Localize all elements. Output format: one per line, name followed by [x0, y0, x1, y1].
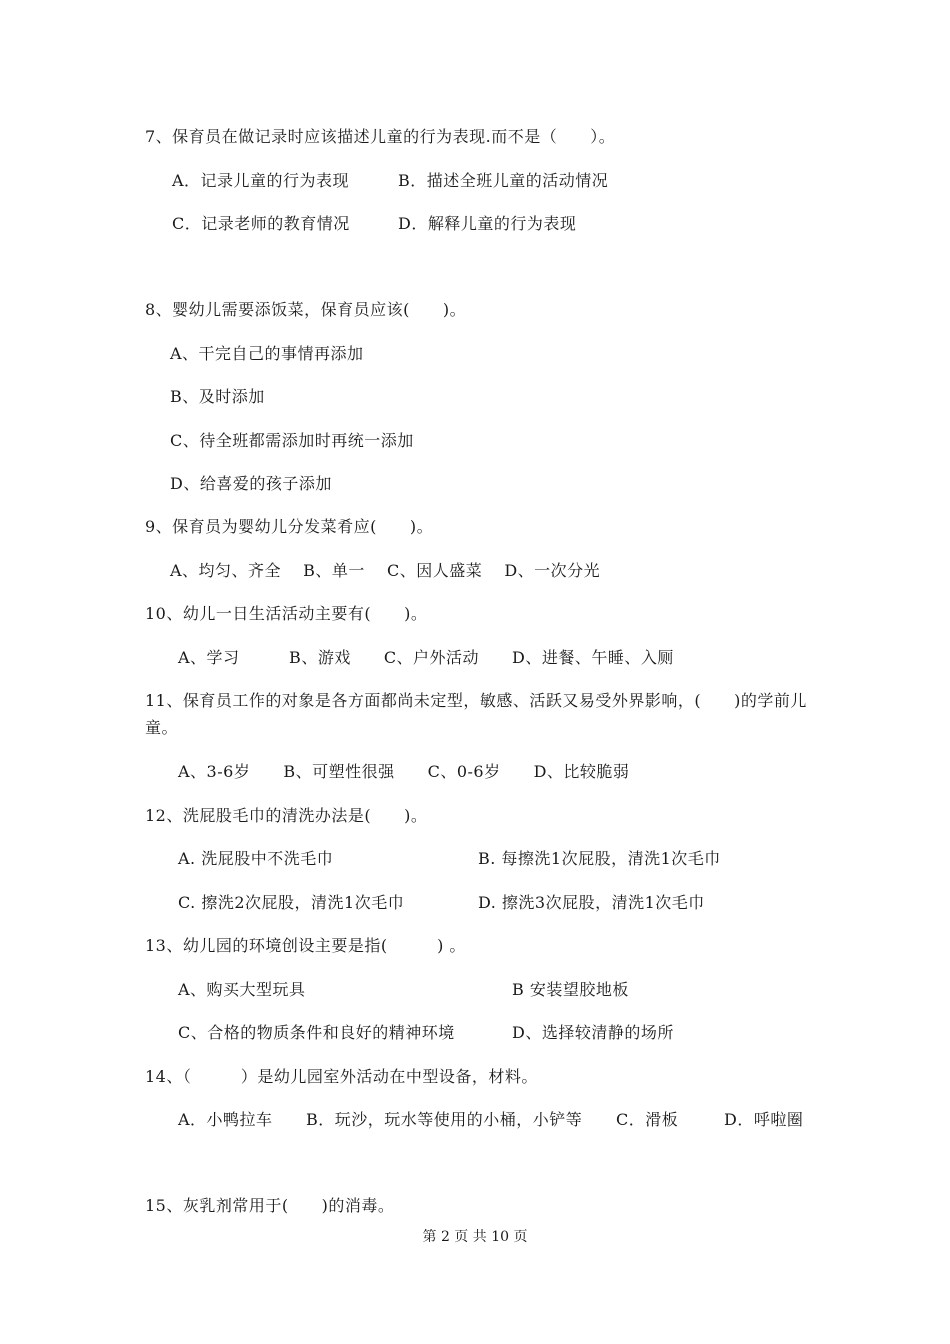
question-11-options: A、3-6岁 B、可塑性很强 C、0-6岁 D、比较脆弱	[178, 762, 630, 781]
question-14-stem: 14、（ ）是幼儿园室外活动在中型设备，材料。	[145, 1067, 538, 1086]
question-8-option-d: D、给喜爱的孩子添加	[170, 474, 332, 493]
question-14-option-a: A．小鸭拉车	[178, 1110, 273, 1129]
question-12-stem: 12、洗屁股毛巾的清洗办法是( )。	[145, 806, 428, 825]
question-10-stem: 10、幼儿一日生活活动主要有( )。	[145, 604, 428, 623]
question-7-stem: 7、保育员在做记录时应该描述儿童的行为表现.而不是（ ）。	[145, 127, 616, 146]
question-13-option-d: D、选择较清静的场所	[512, 1023, 674, 1042]
question-11-stem-line-1: 11、保育员工作的对象是各方面都尚未定型，敏感、活跃又易受外界影响，( )的学前儿	[145, 691, 807, 710]
question-15-stem: 15、灰乳剂常用于( )的消毒。	[145, 1196, 395, 1215]
question-14-option-b: B．玩沙，玩水等使用的小桶，小铲等	[306, 1110, 583, 1129]
question-8-stem: 8、婴幼儿需要添饭菜，保育员应该( )。	[145, 300, 467, 319]
question-11-stem-line-2: 童。	[145, 718, 179, 737]
question-8-option-b: B、及时添加	[170, 387, 265, 406]
question-7-option-a: A．记录儿童的行为表现	[172, 171, 350, 190]
question-12-option-d: D. 擦洗3次屁股，清洗1次毛巾	[478, 893, 705, 912]
question-7-option-b: B．描述全班儿童的活动情况	[398, 171, 609, 190]
question-14-option-d: D．呼啦圈	[724, 1110, 804, 1129]
question-12-option-c: C. 擦洗2次屁股，清洗1次毛巾	[178, 893, 405, 912]
question-8-option-c: C、待全班都需添加时再统一添加	[170, 431, 414, 450]
question-13-option-b: B 安装望胶地板	[512, 980, 629, 999]
question-7-option-c: C．记录老师的教育情况	[172, 214, 350, 233]
question-10-options: A、学习 B、游戏 C、户外活动 D、进餐、午睡、入厕	[178, 648, 674, 667]
question-7-option-d: D．解释儿童的行为表现	[398, 214, 577, 233]
question-12-option-b: B. 每擦洗1次屁股，清洗1次毛巾	[478, 849, 721, 868]
page-footer: 第 2 页 共 10 页	[422, 1229, 528, 1245]
question-13-option-a: A、购买大型玩具	[178, 980, 306, 999]
question-9-options: A、均匀、齐全 B、单一 C、因人盛菜 D、一次分光	[170, 561, 601, 580]
question-13-stem: 13、幼儿园的环境创设主要是指( ) 。	[145, 936, 466, 955]
question-12-option-a: A. 洗屁股中不洗毛巾	[178, 849, 334, 868]
question-14-option-c: C．滑板	[616, 1110, 679, 1129]
question-8-option-a: A、干完自己的事情再添加	[170, 344, 364, 363]
question-9-stem: 9、保育员为婴幼儿分发菜肴应( )。	[145, 517, 434, 536]
question-13-option-c: C、合格的物质条件和良好的精神环境	[178, 1023, 455, 1042]
